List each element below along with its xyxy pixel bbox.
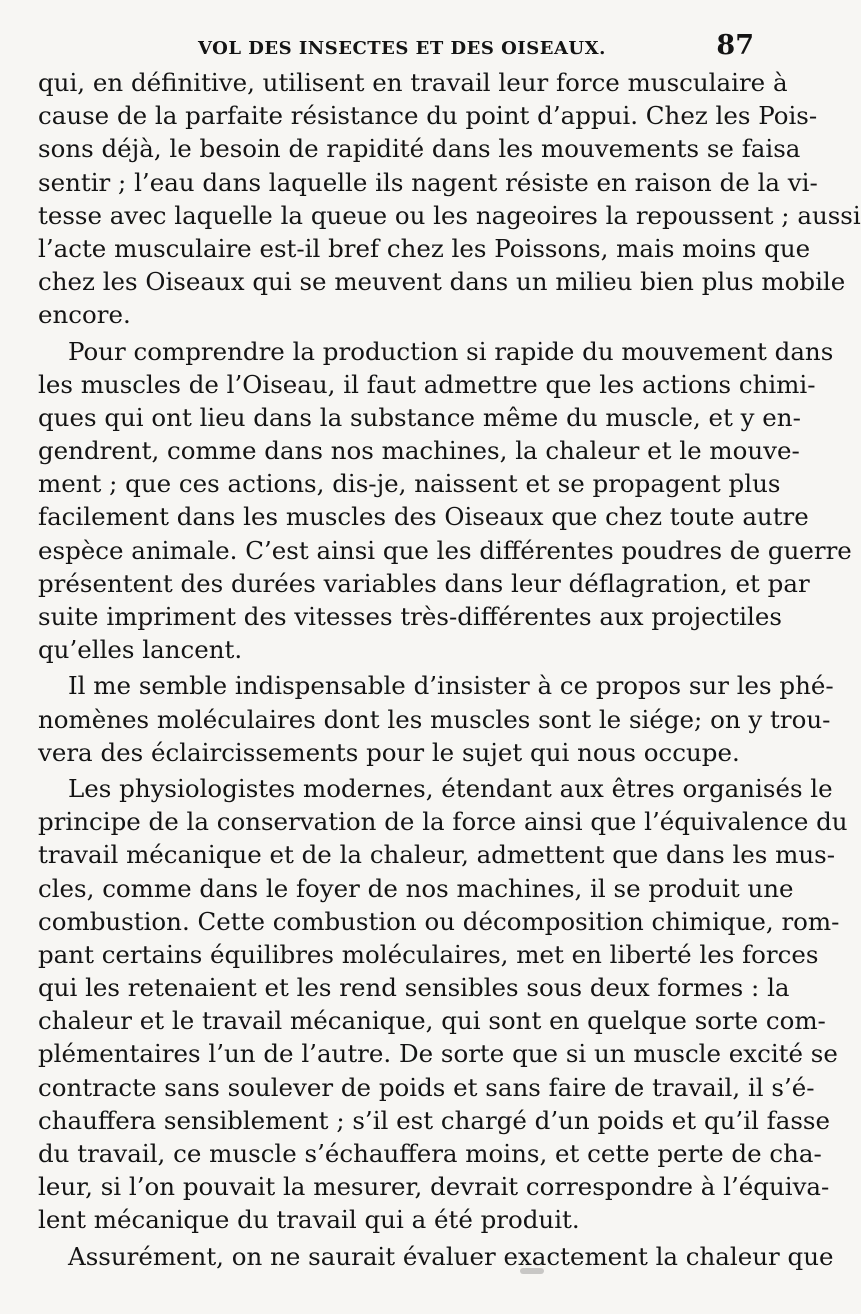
text-line: encore.: [38, 300, 131, 330]
text-line: sons déjà, le besoin de rapidité dans les mouvements se faisa: [38, 134, 801, 164]
text-line: présentent des durées variables dans leur déflagration, et par: [38, 568, 810, 598]
text-line: chaleur et le travail mécanique, qui sont en quelque sorte com-: [38, 1006, 826, 1036]
text-line: plémentaires l’un de l’autre. De sorte que si un muscle excité se: [38, 1039, 838, 1069]
text-line: sentir ; l’eau dans laquelle ils nagent résiste en raison de la vi-: [38, 167, 818, 197]
page-header: [38, 28, 754, 68]
paragraph-start-line: Les physiologistes modernes, étendant aux êtres organisés le: [68, 773, 833, 803]
text-line: les muscles de l’Oiseau, il faut admettre que les actions chimi-: [38, 369, 816, 399]
text-line: pant certains équilibres moléculaires, met en liberté les forces: [38, 939, 819, 969]
paragraph-start-line: Pour comprendre la production si rapide du mouvement dans: [68, 336, 834, 366]
text-line: gendrent, comme dans nos machines, la chaleur et le mouve-: [38, 436, 800, 466]
text-line: leur, si l’on pouvait la mesurer, devrait correspondre à l’équiva-: [38, 1172, 830, 1202]
text-line: espèce animale. C’est ainsi que les différentes poudres de guerre: [38, 535, 852, 565]
body-text: [38, 66, 861, 1273]
text-line: facilement dans les muscles des Oiseaux que chez toute autre: [38, 502, 809, 532]
text-line: tesse avec laquelle la queue ou les nageoires la repoussent ; aussi: [38, 200, 861, 230]
text-line: cles, comme dans le foyer de nos machines, il se produit une: [38, 873, 794, 903]
text-line: cause de la parfaite résistance du point d’appui. Chez les Pois-: [38, 101, 818, 131]
text-line: ques qui ont lieu dans la substance même du muscle, et y en-: [38, 402, 801, 432]
text-line: vera des éclaircissements pour le sujet qui nous occupe.: [38, 737, 740, 767]
text-line: combustion. Cette combustion ou décomposition chimique, rom-: [38, 906, 840, 936]
text-line: travail mécanique et de la chaleur, admettent que dans les mus-: [38, 840, 836, 870]
text-line: du travail, ce muscle s’échauffera moins, et cette perte de cha-: [38, 1139, 822, 1168]
text-line: suite impriment des vitesses très-différentes aux projectiles: [38, 602, 782, 631]
text-line: ment ; que ces actions, dis-je, naissent et se propagent plus: [38, 469, 781, 499]
text-line: chez les Oiseaux qui se meuvent dans un milieu bien plus mobile: [38, 267, 846, 297]
text-line: lent mécanique du travail qui a été produit.: [38, 1205, 580, 1235]
text-line: nomènes moléculaires dont les muscles sont le siége; on y trou-: [38, 704, 831, 734]
ink-smudge: [520, 1268, 544, 1274]
paragraph-start-line: Assurément, on ne saurait évaluer exactement la chaleur que: [68, 1241, 834, 1271]
running-head: VOL DES INSECTES ET DES OISEAUX.: [198, 38, 606, 59]
paragraph-start-line: Il me semble indispensable d’insister à ce propos sur les phé-: [68, 671, 834, 701]
text-line: l’acte musculaire est-il bref chez les Poissons, mais moins que: [38, 233, 811, 263]
text-line: principe de la conservation de la force ainsi que l’équivalence du: [38, 807, 848, 837]
text-line: qui, en définitive, utilisent en travail leur force musculaire à: [38, 68, 788, 97]
text-line: contracte sans soulever de poids et sans faire de travail, il s’é-: [38, 1072, 815, 1102]
text-line: chauffera sensiblement ; s’il est chargé d’un poids et qu’il fasse: [38, 1105, 830, 1135]
text-line: qui les retenaient et les rend sensibles sous deux formes : la: [38, 973, 790, 1003]
text-line: qu’elles lancent.: [38, 635, 243, 665]
page-number: 87: [716, 30, 754, 61]
